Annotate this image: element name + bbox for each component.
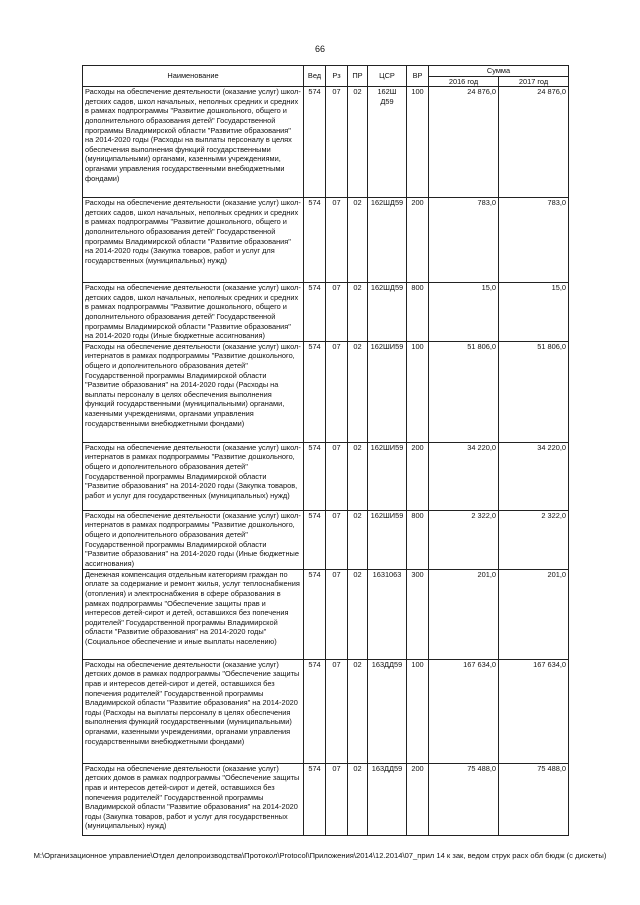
row-ved: 574 bbox=[304, 763, 326, 835]
row-vr: 300 bbox=[407, 569, 429, 659]
row-sum-2017: 75 488,0 bbox=[499, 763, 569, 835]
header-pr: ПР bbox=[348, 66, 368, 87]
row-vr: 100 bbox=[407, 341, 429, 442]
row-ved: 574 bbox=[304, 198, 326, 283]
table-row bbox=[83, 569, 569, 659]
row-csr: 162ШИ59 bbox=[368, 341, 407, 442]
header-year-2017: 2017 год bbox=[499, 76, 569, 87]
row-sum-2016: 51 806,0 bbox=[429, 341, 499, 442]
row-ved: 574 bbox=[304, 442, 326, 510]
row-sum-2017: 34 220,0 bbox=[499, 442, 569, 510]
row-sum-2016: 75 488,0 bbox=[429, 763, 499, 835]
row-sum-2017: 51 806,0 bbox=[499, 341, 569, 442]
row-pr: 02 bbox=[348, 198, 368, 283]
row-csr: 162ШД59 bbox=[368, 283, 407, 342]
row-sum-2016: 783,0 bbox=[429, 198, 499, 283]
row-rz: 07 bbox=[326, 283, 348, 342]
row-ved: 574 bbox=[304, 341, 326, 442]
row-vr: 800 bbox=[407, 510, 429, 569]
table-row bbox=[83, 341, 569, 442]
table-row bbox=[83, 283, 569, 342]
row-sum-2016: 201,0 bbox=[429, 569, 499, 659]
row-sum-2016: 2 322,0 bbox=[429, 510, 499, 569]
row-name: Расходы на обеспечение деятельности (оказание услуг) школ-детских садов, школ начальных, неполных средних и средних в рамках подпрограммы "Развитие дошкольного, общего и дополнительного образования детей" Государственной программы Владимирской области "Развитие образования" на 2014-2020 годы (Расходы на выплаты персоналу в целях обеспечения выполнения функций государственными (муниципальными) органами, казенными учреждениями, органами управления государственными внебюджетными фондами) bbox=[83, 87, 304, 198]
row-rz: 07 bbox=[326, 442, 348, 510]
header-sum: Сумма bbox=[429, 66, 569, 77]
row-vr: 100 bbox=[407, 87, 429, 198]
header-name: Наименование bbox=[83, 66, 304, 87]
row-rz: 07 bbox=[326, 341, 348, 442]
table-row bbox=[83, 763, 569, 835]
row-rz: 07 bbox=[326, 87, 348, 198]
row-csr: 1631063 bbox=[368, 569, 407, 659]
page-number: 66 bbox=[314, 44, 325, 54]
row-rz: 07 bbox=[326, 510, 348, 569]
row-sum-2017: 2 322,0 bbox=[499, 510, 569, 569]
row-name: Денежная компенсация отдельным категориям граждан по оплате за содержание и ремонт жилья, услуг теплоснабжения (отопления) и электроснабжения в сфере образования в рамках подпрограммы "Обеспечение защиты прав и интересов детей-сирот и детей, оставшихся без попечения родителей" Государственной программы Владимирской области "Развитие образования" на 2014-2020 годы" (Социальное обеспечение и иные выплаты населению) bbox=[83, 569, 304, 659]
row-ved: 574 bbox=[304, 283, 326, 342]
row-csr: 163ДД59 bbox=[368, 659, 407, 763]
row-sum-2017: 783,0 bbox=[499, 198, 569, 283]
table-row bbox=[83, 198, 569, 283]
row-csr: 162Ш Д59 bbox=[368, 87, 407, 198]
row-name: Расходы на обеспечение деятельности (оказание услуг) школ-детских садов, школ начальных, неполных средних и средних в рамках подпрограммы "Развитие дошкольного, общего и дополнительного образования детей" Государственной программы Владимирской области "Развитие образования" на 2014-2020 годы (Иные бюджетные ассигнования) bbox=[83, 283, 304, 342]
header-year-2016: 2016 год bbox=[429, 76, 499, 87]
row-sum-2017: 24 876,0 bbox=[499, 87, 569, 198]
table-header-row bbox=[83, 66, 569, 77]
table-row bbox=[83, 659, 569, 763]
table-row bbox=[83, 87, 569, 198]
row-ved: 574 bbox=[304, 87, 326, 198]
row-sum-2017: 167 634,0 bbox=[499, 659, 569, 763]
row-pr: 02 bbox=[348, 87, 368, 198]
budget-table bbox=[82, 65, 569, 836]
header-ved: Вед bbox=[304, 66, 326, 87]
row-name: Расходы на обеспечение деятельности (оказание услуг) школ-интернатов в рамках подпрограммы "Развитие дошкольного, общего и дополнительного образования детей" Государственной программы Владимирской области "Развитие образования" на 2014-2020 годы (Расходы на выплаты персоналу в целях обеспечения выполнения функций государственными (муниципальными) органами, казенными учреждениями, органами управления государственными внебюджетными фондами) bbox=[83, 341, 304, 442]
row-pr: 02 bbox=[348, 659, 368, 763]
row-ved: 574 bbox=[304, 569, 326, 659]
table-body bbox=[83, 87, 569, 836]
header-rz: Рз bbox=[326, 66, 348, 87]
row-pr: 02 bbox=[348, 763, 368, 835]
row-vr: 200 bbox=[407, 198, 429, 283]
row-rz: 07 bbox=[326, 198, 348, 283]
header-csr: ЦСР bbox=[368, 66, 407, 87]
row-ved: 574 bbox=[304, 510, 326, 569]
row-pr: 02 bbox=[348, 569, 368, 659]
row-vr: 800 bbox=[407, 283, 429, 342]
row-name: Расходы на обеспечение деятельности (оказание услуг) детских домов в рамках подпрограммы "Обеспечение защиты прав и интересов детей-сирот и детей, оставшихся без попечения родителей" Государственной программы Владимирской области "Развитие образования" на 2014-2020 годы (Закупка товаров, работ и услуг для государственных (муниципальных) нужд) bbox=[83, 763, 304, 835]
row-sum-2017: 201,0 bbox=[499, 569, 569, 659]
row-sum-2016: 24 876,0 bbox=[429, 87, 499, 198]
row-rz: 07 bbox=[326, 763, 348, 835]
row-sum-2016: 167 634,0 bbox=[429, 659, 499, 763]
row-sum-2017: 15,0 bbox=[499, 283, 569, 342]
row-vr: 100 bbox=[407, 659, 429, 763]
row-name: Расходы на обеспечение деятельности (оказание услуг) школ-интернатов в рамках подпрограммы "Развитие дошкольного, общего и дополнительного образования детей" Государственной программы Владимирской области "Развитие образования" на 2014-2020 годы (Иные бюджетные ассигнования) bbox=[83, 510, 304, 569]
row-vr: 200 bbox=[407, 442, 429, 510]
row-vr: 200 bbox=[407, 763, 429, 835]
row-csr: 162ШИ59 bbox=[368, 510, 407, 569]
row-rz: 07 bbox=[326, 569, 348, 659]
row-pr: 02 bbox=[348, 341, 368, 442]
row-name: Расходы на обеспечение деятельности (оказание услуг) школ-интернатов в рамках подпрограммы "Развитие дошкольного, общего и дополнительного образования детей" Государственной программы Владимирской области "Развитие образования" на 2014-2020 годы (Закупка товаров, работ и услуг для государственных (муниципальных) нужд) bbox=[83, 442, 304, 510]
row-csr: 162ШД59 bbox=[368, 198, 407, 283]
row-rz: 07 bbox=[326, 659, 348, 763]
row-pr: 02 bbox=[348, 442, 368, 510]
row-csr: 163ДД59 bbox=[368, 763, 407, 835]
row-sum-2016: 34 220,0 bbox=[429, 442, 499, 510]
row-sum-2016: 15,0 bbox=[429, 283, 499, 342]
row-pr: 02 bbox=[348, 283, 368, 342]
table-row bbox=[83, 442, 569, 510]
file-path-footer: М:\Организационное управление\Отдел делопроизводства\Протокол\Protocol\Приложения\2014\12.2014\07_прил 14 к зак, ведом струк расх обл бюдж (с дискеты) bbox=[33, 851, 607, 860]
header-vr: ВР bbox=[407, 66, 429, 87]
table-row bbox=[83, 510, 569, 569]
row-pr: 02 bbox=[348, 510, 368, 569]
row-ved: 574 bbox=[304, 659, 326, 763]
row-csr: 162ШИ59 bbox=[368, 442, 407, 510]
row-name: Расходы на обеспечение деятельности (оказание услуг) детских домов в рамках подпрограммы "Обеспечение защиты прав и интересов детей-сирот и детей, оставшихся без попечения родителей" Государственной программы Владимирской области "Развитие образования" на 2014-2020 годы (Расходы на выплаты персоналу в целях обеспечения выполнения функций государственными (муниципальными) органами, казенными учреждениями, органами управления государственными внебюджетными фондами) bbox=[83, 659, 304, 763]
row-name: Расходы на обеспечение деятельности (оказание услуг) школ-детских садов, школ начальных, неполных средних и средних в рамках подпрограммы "Развитие дошкольного, общего и дополнительного образования детей" Государственной программы Владимирской области "Развитие образования" на 2014-2020 годы (Закупка товаров, работ и услуг для государственных (муниципальных) нужд) bbox=[83, 198, 304, 283]
